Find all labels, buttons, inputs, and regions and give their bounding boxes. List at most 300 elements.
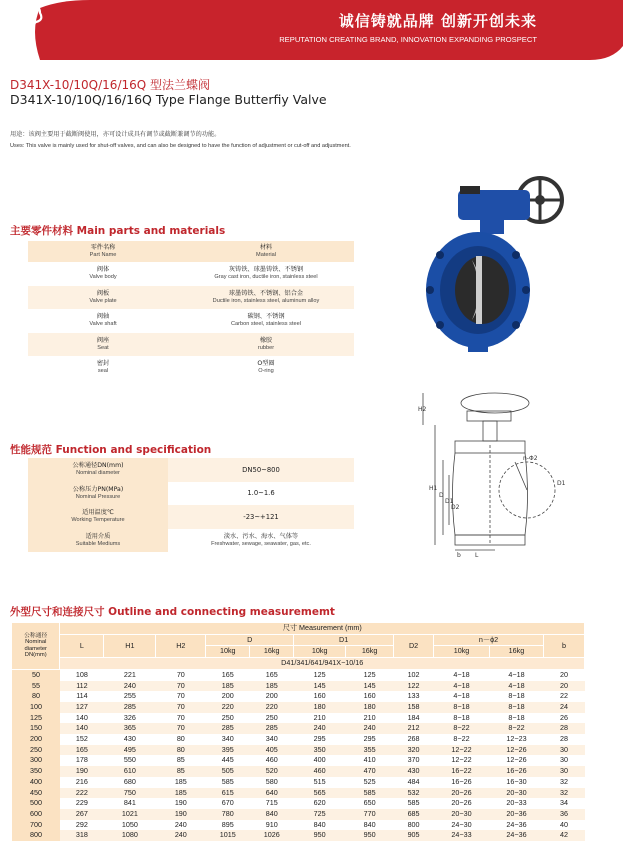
table-cell: 32 bbox=[559, 776, 568, 786]
part-material-en: Ductile iron, stainless steel, aluminum alloy bbox=[212, 297, 320, 304]
table-cell: 40 bbox=[559, 819, 568, 829]
table-cell: 229 bbox=[75, 798, 88, 808]
table-row bbox=[12, 766, 585, 777]
table-cell: 4−18 bbox=[453, 691, 470, 701]
table-cell: 350 bbox=[294, 745, 346, 756]
col-nphi-16kg: 16kg bbox=[490, 646, 544, 658]
table-cell: 565 bbox=[294, 788, 346, 799]
dimensions-table bbox=[12, 623, 585, 841]
table-cell: 255 bbox=[123, 691, 136, 701]
table-cell: 285 bbox=[206, 723, 250, 734]
usage-text-en: Uses: This valve is mainly used for shut-off valves, and can also be designed to have the function of adjustment or cut-off and adjustment. bbox=[10, 143, 351, 149]
model-row: D41/341/641/941X−10/16 bbox=[60, 658, 585, 670]
table-cell: 268 bbox=[407, 734, 420, 744]
table-cell: 685 bbox=[394, 809, 434, 820]
product-title-en: D341X-10/10Q/16/16Q Type Flange Butterfiy Valve bbox=[10, 92, 327, 107]
table-cell: 285 bbox=[250, 723, 294, 734]
table-row bbox=[12, 820, 585, 831]
table-cell: 295 bbox=[313, 734, 326, 744]
table-row bbox=[12, 788, 585, 799]
table-cell: 24 bbox=[543, 702, 584, 713]
parts-header-name-cn: 零件名称 bbox=[90, 244, 116, 251]
table-cell: 532 bbox=[394, 788, 434, 799]
table-cell: 950 bbox=[294, 830, 346, 841]
table-row bbox=[12, 745, 585, 756]
label-l: L bbox=[475, 552, 479, 559]
spec-value-en: Freshwater, sewage, seawater, gas, etc. bbox=[211, 540, 311, 547]
spec-value: 1.0~1.6 bbox=[247, 489, 275, 498]
table-cell: 610 bbox=[104, 766, 156, 777]
table-cell: 108 bbox=[75, 669, 88, 679]
col-d1-16kg: 16kg bbox=[346, 646, 394, 658]
table-cell: 295 bbox=[363, 734, 376, 744]
table-cell: 905 bbox=[394, 830, 434, 841]
table-cell: 216 bbox=[75, 776, 88, 786]
table-cell: 395 bbox=[206, 745, 250, 756]
table-cell: 840 bbox=[313, 819, 326, 829]
table-cell: 4−18 bbox=[434, 681, 490, 692]
table-cell: 1050 bbox=[121, 819, 138, 829]
table-cell: 16−30 bbox=[506, 776, 527, 786]
table-cell: 80 bbox=[156, 745, 206, 756]
table-cell: 430 bbox=[394, 766, 434, 777]
table-cell: 220 bbox=[250, 702, 294, 713]
table-cell: 85 bbox=[156, 766, 206, 777]
table-cell: 615 bbox=[206, 788, 250, 799]
table-cell: 28 bbox=[559, 734, 568, 744]
table-cell: 12−22 bbox=[451, 755, 472, 765]
table-cell: 180 bbox=[294, 702, 346, 713]
table-cell: 20−30 bbox=[434, 809, 490, 820]
table-cell: 240 bbox=[174, 819, 187, 829]
table-cell: 20−30 bbox=[490, 788, 544, 799]
parts-header-material-cn: 材料 bbox=[259, 244, 273, 251]
table-cell: 158 bbox=[394, 702, 434, 713]
col-d2: D2 bbox=[394, 634, 434, 657]
table-cell: 520 bbox=[250, 766, 294, 777]
table-cell: 240 bbox=[346, 723, 394, 734]
table-row bbox=[12, 691, 585, 702]
parts-section-title: 主要零件材料 Main parts and materials bbox=[10, 225, 226, 237]
dn-header-en2: diameter bbox=[24, 645, 47, 652]
parts-row bbox=[28, 262, 354, 286]
dn-cell: 700 bbox=[12, 820, 60, 831]
dn-cell: 400 bbox=[12, 777, 60, 788]
parts-header-name-en: Part Name bbox=[89, 252, 117, 258]
table-cell: 16−26 bbox=[451, 776, 472, 786]
table-cell: 200 bbox=[265, 691, 278, 701]
table-cell: 70 bbox=[156, 702, 206, 713]
table-cell: 125 bbox=[313, 669, 326, 679]
table-cell: 190 bbox=[60, 766, 104, 777]
table-cell: 460 bbox=[294, 766, 346, 777]
table-cell: 20 bbox=[559, 669, 568, 679]
table-cell: 770 bbox=[346, 809, 394, 820]
table-cell: 70 bbox=[156, 723, 206, 734]
usage-text-cn: 用途：该阀主要用于截断阀使用，亦可设计成具有调节或截断兼调节的功能。 bbox=[10, 131, 221, 138]
table-cell: 1080 bbox=[104, 830, 156, 841]
table-cell: 1026 bbox=[250, 830, 294, 841]
table-cell: 185 bbox=[156, 788, 206, 799]
dn-cell: 450 bbox=[12, 788, 60, 799]
dims-section-title: 外型尺寸和连接尺寸 Outline and connecting measurememt bbox=[10, 606, 335, 618]
table-cell: 840 bbox=[250, 809, 294, 820]
table-cell: 185 bbox=[250, 681, 294, 692]
col-h1: H1 bbox=[104, 634, 156, 657]
table-cell: 525 bbox=[363, 776, 376, 786]
table-cell: 185 bbox=[206, 681, 250, 692]
table-cell: 122 bbox=[394, 681, 434, 692]
table-cell: 484 bbox=[407, 776, 420, 786]
table-cell: 28 bbox=[543, 723, 584, 734]
banner-slogan-cn: 诚信铸就品牌 创新开创未来 bbox=[338, 12, 537, 30]
valve-dimension-drawing bbox=[395, 385, 570, 560]
part-material-en: O-ring bbox=[258, 368, 274, 375]
table-cell: 85 bbox=[176, 755, 185, 765]
table-cell: 42 bbox=[543, 830, 584, 841]
part-name-cn: 阀体 bbox=[96, 266, 110, 274]
table-cell: 8−18 bbox=[434, 702, 490, 713]
table-row bbox=[12, 777, 585, 788]
table-cell: 165 bbox=[221, 669, 234, 679]
table-cell: 895 bbox=[221, 819, 234, 829]
table-cell: 365 bbox=[104, 723, 156, 734]
part-name-cn: 阀板 bbox=[96, 289, 110, 297]
table-cell: 410 bbox=[363, 755, 376, 765]
table-cell: 12−22 bbox=[434, 745, 490, 756]
table-cell: 20−26 bbox=[451, 798, 472, 808]
table-cell: 190 bbox=[156, 809, 206, 820]
parts-row bbox=[28, 356, 354, 380]
dn-header-unit: DN(mm) bbox=[24, 652, 47, 659]
table-cell: 180 bbox=[346, 702, 394, 713]
col-nphi-10kg: 10kg bbox=[434, 646, 490, 658]
table-cell: 326 bbox=[123, 712, 136, 722]
table-cell: 165 bbox=[60, 745, 104, 756]
label-n-phi2: n-Φ2 bbox=[523, 455, 538, 462]
part-material-en: Gray cast iron, ductile iron, stainless steel bbox=[214, 274, 318, 281]
table-cell: 750 bbox=[104, 788, 156, 799]
dn-cell: 200 bbox=[12, 734, 60, 745]
table-cell: 70 bbox=[156, 681, 206, 692]
col-n-phi2: n－ϕ2 bbox=[434, 634, 544, 646]
table-cell: 650 bbox=[363, 798, 376, 808]
part-material-cn: 橡胶 bbox=[259, 336, 273, 344]
spec-label-en: Working Temperature bbox=[71, 517, 125, 524]
parts-table bbox=[28, 241, 354, 380]
table-cell: 30 bbox=[543, 745, 584, 756]
spec-value: -23~+121 bbox=[243, 512, 279, 521]
table-cell: 160 bbox=[313, 691, 326, 701]
table-cell: 240 bbox=[156, 830, 206, 841]
table-cell: 841 bbox=[123, 798, 136, 808]
label-d1-circle: D1 bbox=[557, 480, 566, 487]
table-cell: 445 bbox=[221, 755, 234, 765]
table-cell: 405 bbox=[250, 745, 294, 756]
table-cell: 1021 bbox=[104, 809, 156, 820]
spec-value: DN50~800 bbox=[242, 465, 280, 474]
table-cell: 12−23 bbox=[506, 734, 527, 744]
part-name-en: Valve plate bbox=[89, 297, 117, 304]
dn-cell: 100 bbox=[12, 702, 60, 713]
table-cell: 840 bbox=[363, 819, 376, 829]
table-cell: 340 bbox=[221, 734, 234, 744]
parts-header-material-en: Material bbox=[256, 252, 276, 258]
spec-label-en: Suitable Mediums bbox=[75, 540, 121, 547]
dn-cell: 800 bbox=[12, 830, 60, 841]
table-cell: 680 bbox=[123, 776, 136, 786]
table-cell: 220 bbox=[206, 702, 250, 713]
table-cell: 16−26 bbox=[490, 766, 544, 777]
table-cell: 212 bbox=[394, 723, 434, 734]
label-b: b bbox=[457, 552, 461, 559]
product-title-cn: D341X-10/10Q/16/16Q 型法兰蝶阀 bbox=[10, 78, 211, 92]
table-cell: 250 bbox=[265, 712, 278, 722]
dn-cell: 50 bbox=[12, 669, 60, 680]
spec-label-cn: 公称压力PN(MPa) bbox=[72, 485, 124, 493]
dn-cell: 80 bbox=[12, 691, 60, 702]
table-cell: 20 bbox=[543, 681, 584, 692]
table-cell: 24−30 bbox=[451, 819, 472, 829]
table-cell: 240 bbox=[104, 681, 156, 692]
table-cell: 20−33 bbox=[506, 798, 527, 808]
table-cell: 1015 bbox=[206, 830, 250, 841]
table-cell: 22 bbox=[559, 691, 568, 701]
table-cell: 114 bbox=[76, 691, 88, 701]
part-material-en: Carbon steel, stainless steel bbox=[231, 321, 301, 328]
spec-row bbox=[28, 458, 354, 482]
table-cell: 267 bbox=[60, 809, 104, 820]
col-d-16kg: 16kg bbox=[250, 646, 294, 658]
table-cell: 221 bbox=[123, 669, 136, 679]
table-cell: 26 bbox=[559, 712, 568, 722]
col-d1-10kg: 10kg bbox=[294, 646, 346, 658]
table-cell: 34 bbox=[559, 798, 568, 808]
part-material-cn: O型圈 bbox=[257, 360, 275, 368]
table-row bbox=[12, 830, 585, 841]
part-name-en: seal bbox=[97, 368, 109, 375]
table-row bbox=[12, 713, 585, 724]
table-cell: 430 bbox=[123, 734, 136, 744]
dn-cell: 55 bbox=[12, 681, 60, 692]
table-cell: 125 bbox=[363, 669, 376, 679]
part-material-cn: 碳钢、不锈钢 bbox=[247, 313, 285, 321]
table-cell: 4−18 bbox=[490, 681, 544, 692]
table-cell: 620 bbox=[313, 798, 326, 808]
table-cell: 32 bbox=[543, 788, 584, 799]
label-h1: H1 bbox=[429, 485, 438, 492]
table-cell: 210 bbox=[313, 712, 326, 722]
table-cell: 140 bbox=[75, 712, 88, 722]
table-cell: 185 bbox=[174, 776, 187, 786]
table-cell: 24−33 bbox=[434, 830, 490, 841]
table-cell: 4−18 bbox=[453, 669, 470, 679]
table-cell: 152 bbox=[75, 734, 88, 744]
dn-header-cn: 公称通径 bbox=[24, 632, 48, 639]
part-material-cn: 灰铸铁、球墨铸铁、不锈钢 bbox=[228, 266, 304, 274]
table-cell: 200 bbox=[221, 691, 234, 701]
table-row bbox=[12, 798, 585, 809]
spec-label-cn: 公称通径DN(mm) bbox=[72, 462, 124, 470]
table-cell: 112 bbox=[60, 681, 104, 692]
dn-header-en1: Nominal bbox=[25, 639, 47, 646]
dn-cell: 500 bbox=[12, 798, 60, 809]
table-cell: 12−26 bbox=[490, 745, 544, 756]
table-cell: 8−18 bbox=[508, 691, 525, 701]
table-row bbox=[12, 669, 585, 680]
part-material-cn: 球墨铸铁、不锈钢、铝合金 bbox=[228, 289, 304, 297]
table-cell: 190 bbox=[174, 798, 187, 808]
table-cell: 210 bbox=[363, 712, 376, 722]
table-row bbox=[12, 723, 585, 734]
table-cell: 145 bbox=[294, 681, 346, 692]
table-cell: 585 bbox=[221, 776, 234, 786]
parts-table-header bbox=[28, 241, 354, 262]
table-cell: 910 bbox=[265, 819, 278, 829]
dn-cell: 600 bbox=[12, 809, 60, 820]
dn-cell: 150 bbox=[12, 723, 60, 734]
table-cell: 585 bbox=[346, 788, 394, 799]
label-d2: D2 bbox=[451, 504, 460, 511]
banner-slogan-en: REPUTATION CREATING BRAND, INNOVATION EXPANDING PROSPECT bbox=[279, 35, 537, 44]
label-d: D bbox=[439, 492, 444, 499]
table-cell: 780 bbox=[206, 809, 250, 820]
table-cell: 715 bbox=[265, 798, 278, 808]
part-name-cn: 密封 bbox=[96, 360, 110, 368]
table-cell: 495 bbox=[104, 745, 156, 756]
table-cell: 127 bbox=[60, 702, 104, 713]
parts-row bbox=[28, 309, 354, 333]
table-cell: 340 bbox=[265, 734, 278, 744]
dn-cell: 350 bbox=[12, 766, 60, 777]
table-cell: 165 bbox=[265, 669, 278, 679]
table-cell: 8−22 bbox=[490, 723, 544, 734]
table-cell: 133 bbox=[407, 691, 420, 701]
table-cell: 240 bbox=[294, 723, 346, 734]
table-cell: 12−26 bbox=[506, 755, 527, 765]
spec-label-cn: 适用介质 bbox=[85, 532, 111, 540]
spec-row bbox=[28, 505, 354, 529]
label-h2: H2 bbox=[418, 406, 427, 413]
table-cell: 222 bbox=[60, 788, 104, 799]
table-cell: 102 bbox=[407, 669, 420, 679]
dn-cell: 125 bbox=[12, 713, 60, 724]
table-cell: 70 bbox=[176, 712, 185, 722]
table-cell: 400 bbox=[313, 755, 326, 765]
table-row bbox=[12, 755, 585, 766]
measurement-header: 尺寸 Measurement (mm) bbox=[60, 623, 585, 634]
table-row bbox=[12, 681, 585, 692]
label-d1: D1 bbox=[445, 498, 454, 505]
table-row bbox=[12, 734, 585, 745]
table-row bbox=[12, 809, 585, 820]
table-cell: 16−22 bbox=[434, 766, 490, 777]
table-cell: 515 bbox=[313, 776, 326, 786]
table-cell: 580 bbox=[265, 776, 278, 786]
table-cell: 250 bbox=[221, 712, 234, 722]
spec-label-en: Nominal diameter bbox=[76, 470, 120, 477]
spec-table bbox=[28, 458, 354, 552]
col-b: b bbox=[543, 634, 584, 657]
table-cell: 80 bbox=[176, 734, 185, 744]
part-material-en: rubber bbox=[257, 344, 275, 351]
spec-label-cn: 适用温度℃ bbox=[82, 509, 114, 517]
cloud-logo-icon bbox=[0, 0, 44, 30]
table-cell: 318 bbox=[60, 830, 104, 841]
table-cell: 355 bbox=[346, 745, 394, 756]
table-cell: 140 bbox=[60, 723, 104, 734]
table-cell: 184 bbox=[407, 712, 420, 722]
table-cell: 950 bbox=[346, 830, 394, 841]
col-d: D bbox=[206, 634, 294, 646]
table-cell: 8−18 bbox=[490, 702, 544, 713]
spec-section-title: 性能规范 Function and specification bbox=[10, 444, 212, 456]
table-cell: 725 bbox=[294, 809, 346, 820]
table-cell: 800 bbox=[407, 819, 420, 829]
parts-row bbox=[28, 286, 354, 310]
table-cell: 160 bbox=[363, 691, 376, 701]
col-d1: D1 bbox=[294, 634, 394, 646]
dn-cell: 300 bbox=[12, 755, 60, 766]
table-cell: 70 bbox=[176, 691, 185, 701]
table-cell: 8−22 bbox=[453, 734, 470, 744]
spec-value-cn: 淡水、污水、海水、气体等 bbox=[223, 532, 299, 540]
header-banner bbox=[0, 0, 623, 60]
part-name-en: Seat bbox=[97, 344, 109, 351]
table-cell: 8−18 bbox=[508, 712, 525, 722]
table-cell: 460 bbox=[265, 755, 278, 765]
col-d-10kg: 10kg bbox=[206, 646, 250, 658]
table-cell: 178 bbox=[75, 755, 88, 765]
table-cell: 470 bbox=[346, 766, 394, 777]
dn-cell: 250 bbox=[12, 745, 60, 756]
table-cell: 550 bbox=[123, 755, 136, 765]
table-cell: 292 bbox=[75, 819, 88, 829]
table-cell: 670 bbox=[221, 798, 234, 808]
part-name-cn: 阀座 bbox=[96, 336, 110, 344]
table-cell: 8−22 bbox=[434, 723, 490, 734]
table-row bbox=[12, 702, 585, 713]
table-cell: 505 bbox=[206, 766, 250, 777]
table-cell: 640 bbox=[250, 788, 294, 799]
parts-row bbox=[28, 333, 354, 357]
table-cell: 24−36 bbox=[490, 830, 544, 841]
table-cell: 30 bbox=[543, 766, 584, 777]
table-cell: 4−18 bbox=[508, 669, 525, 679]
table-cell: 585 bbox=[407, 798, 420, 808]
spec-label-en: Nominal Pressure bbox=[75, 493, 121, 500]
spec-row bbox=[28, 482, 354, 506]
table-cell: 320 bbox=[394, 745, 434, 756]
table-cell: 30 bbox=[559, 755, 568, 765]
table-cell: 70 bbox=[176, 669, 185, 679]
col-h2: H2 bbox=[156, 634, 206, 657]
table-cell: 285 bbox=[104, 702, 156, 713]
part-name-en: Valve body bbox=[89, 274, 117, 281]
table-cell: 145 bbox=[346, 681, 394, 692]
part-name-en: Valve shaft bbox=[89, 321, 117, 328]
valve-photo bbox=[410, 160, 595, 360]
table-cell: 36 bbox=[543, 809, 584, 820]
table-cell: 8−18 bbox=[453, 712, 470, 722]
table-cell: 24−36 bbox=[506, 819, 527, 829]
dn-header bbox=[12, 623, 60, 669]
spec-row bbox=[28, 529, 354, 553]
dimensions-table-body bbox=[12, 669, 585, 841]
col-l: L bbox=[60, 634, 104, 657]
part-name-cn: 阀轴 bbox=[96, 313, 110, 321]
table-cell: 370 bbox=[407, 755, 420, 765]
